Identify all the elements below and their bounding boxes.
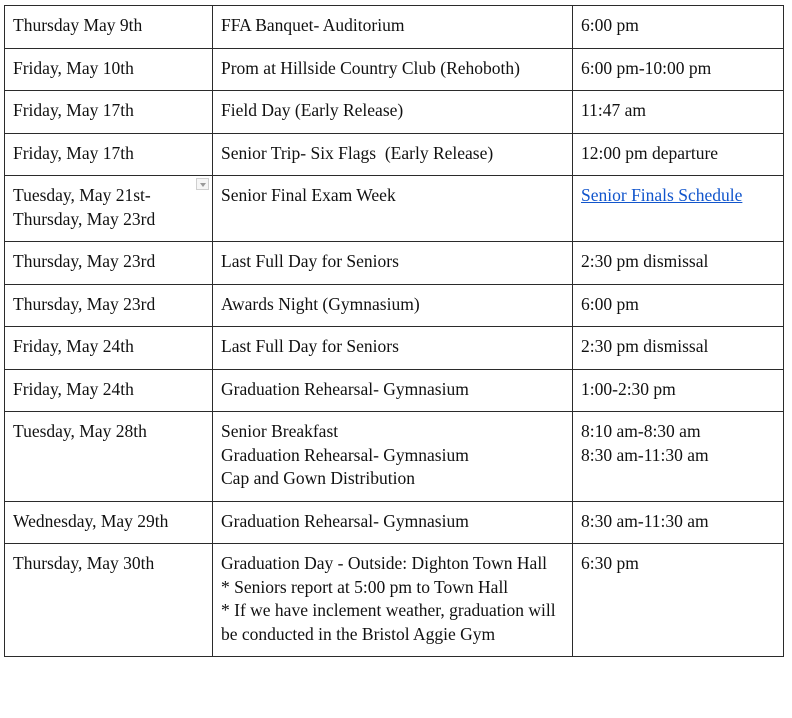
event-cell [213, 6, 573, 49]
table-row [5, 6, 784, 49]
date-cell: Friday, May 17th [5, 91, 213, 134]
event-cell [213, 501, 573, 544]
time-cell [573, 242, 784, 285]
date-cell: Friday, May 24th [5, 327, 213, 370]
time-line: 8:30 am-11:30 am [581, 510, 709, 531]
dropdown-triangle-icon[interactable] [196, 178, 209, 190]
event-line: Last Full Day for Seniors [221, 251, 399, 271]
event-line: FFA Banquet- Auditorium [221, 15, 405, 35]
date-cell: Friday, May 10th [5, 48, 213, 91]
time-line: 1:00-2:30 pm [581, 378, 676, 399]
time-line: 6:00 pm [581, 293, 639, 314]
date-cell: Thursday, May 30th [5, 544, 213, 657]
table-row [5, 412, 784, 502]
time-cell [573, 176, 784, 242]
time-cell [573, 412, 784, 502]
time-line: 2:30 pm dismissal [581, 251, 709, 271]
time-line: 6:30 pm [581, 553, 639, 573]
event-cell [213, 412, 573, 502]
table-row [5, 133, 784, 176]
event-line: Senior Trip- Six Flags (Early Release) [221, 142, 494, 163]
event-line: Cap and Gown Distribution [221, 468, 415, 488]
event-line: Graduation Rehearsal- Gymnasium [221, 510, 469, 531]
event-line: Graduation Rehearsal- Gymnasium [221, 378, 469, 399]
event-cell [213, 242, 573, 285]
table-row [5, 91, 784, 134]
time-line: 8:10 am-8:30 am [581, 421, 701, 441]
time-line: 11:47 am [581, 100, 646, 120]
event-line: Graduation Rehearsal- Gymnasium [221, 444, 469, 465]
date-cell [5, 176, 213, 242]
event-line: Last Full Day for Seniors [221, 336, 399, 356]
date-text: Tuesday, May 21st- Thursday, May 23rd [13, 185, 156, 229]
event-cell [213, 284, 573, 327]
date-cell: Thursday, May 23rd [5, 284, 213, 327]
time-cell [573, 327, 784, 370]
time-cell [573, 544, 784, 657]
schedule-table [4, 5, 784, 657]
event-line: Senior Breakfast [221, 421, 339, 441]
time-cell [573, 91, 784, 134]
date-cell: Friday, May 24th [5, 369, 213, 412]
date-cell: Wednesday, May 29th [5, 501, 213, 544]
date-cell: Friday, May 17th [5, 133, 213, 176]
table-row [5, 48, 784, 91]
event-line: Field Day (Early Release) [221, 100, 404, 120]
event-cell [213, 327, 573, 370]
date-cell: Thursday, May 23rd [5, 242, 213, 285]
event-cell [213, 48, 573, 91]
date-cell: Tuesday, May 28th [5, 412, 213, 502]
event-line: * Seniors report at 5:00 pm to Town Hall [221, 576, 509, 597]
time-cell [573, 501, 784, 544]
event-line: * If we have inclement weather, graduation will be conducted in the Bristol Aggie Gym [221, 600, 556, 644]
event-cell [213, 176, 573, 242]
time-line: 6:00 pm [581, 15, 639, 35]
event-line: Graduation Day - Outside: Dighton Town Hall [221, 553, 548, 573]
event-line: Senior Final Exam Week [221, 185, 396, 205]
table-row [5, 501, 784, 544]
event-cell [213, 544, 573, 657]
time-cell [573, 284, 784, 327]
time-cell [573, 369, 784, 412]
table-row [5, 369, 784, 412]
senior-finals-schedule-link[interactable]: Senior Finals Schedule [581, 185, 743, 205]
table-row [5, 327, 784, 370]
event-cell [213, 133, 573, 176]
table-row [5, 176, 784, 242]
table-row [5, 242, 784, 285]
table-row [5, 284, 784, 327]
time-line: 2:30 pm dismissal [581, 336, 709, 356]
time-line: 6:00 pm-10:00 pm [581, 57, 712, 78]
table-row [5, 544, 784, 657]
time-cell [573, 48, 784, 91]
event-cell [213, 91, 573, 134]
event-cell [213, 369, 573, 412]
time-line: 12:00 pm departure [581, 142, 719, 163]
time-cell [573, 6, 784, 49]
event-line: Awards Night (Gymnasium) [221, 293, 420, 314]
time-line: 8:30 am-11:30 am [581, 444, 709, 465]
event-line: Prom at Hillside Country Club (Rehoboth) [221, 57, 520, 78]
time-cell [573, 133, 784, 176]
date-cell: Thursday May 9th [5, 6, 213, 49]
